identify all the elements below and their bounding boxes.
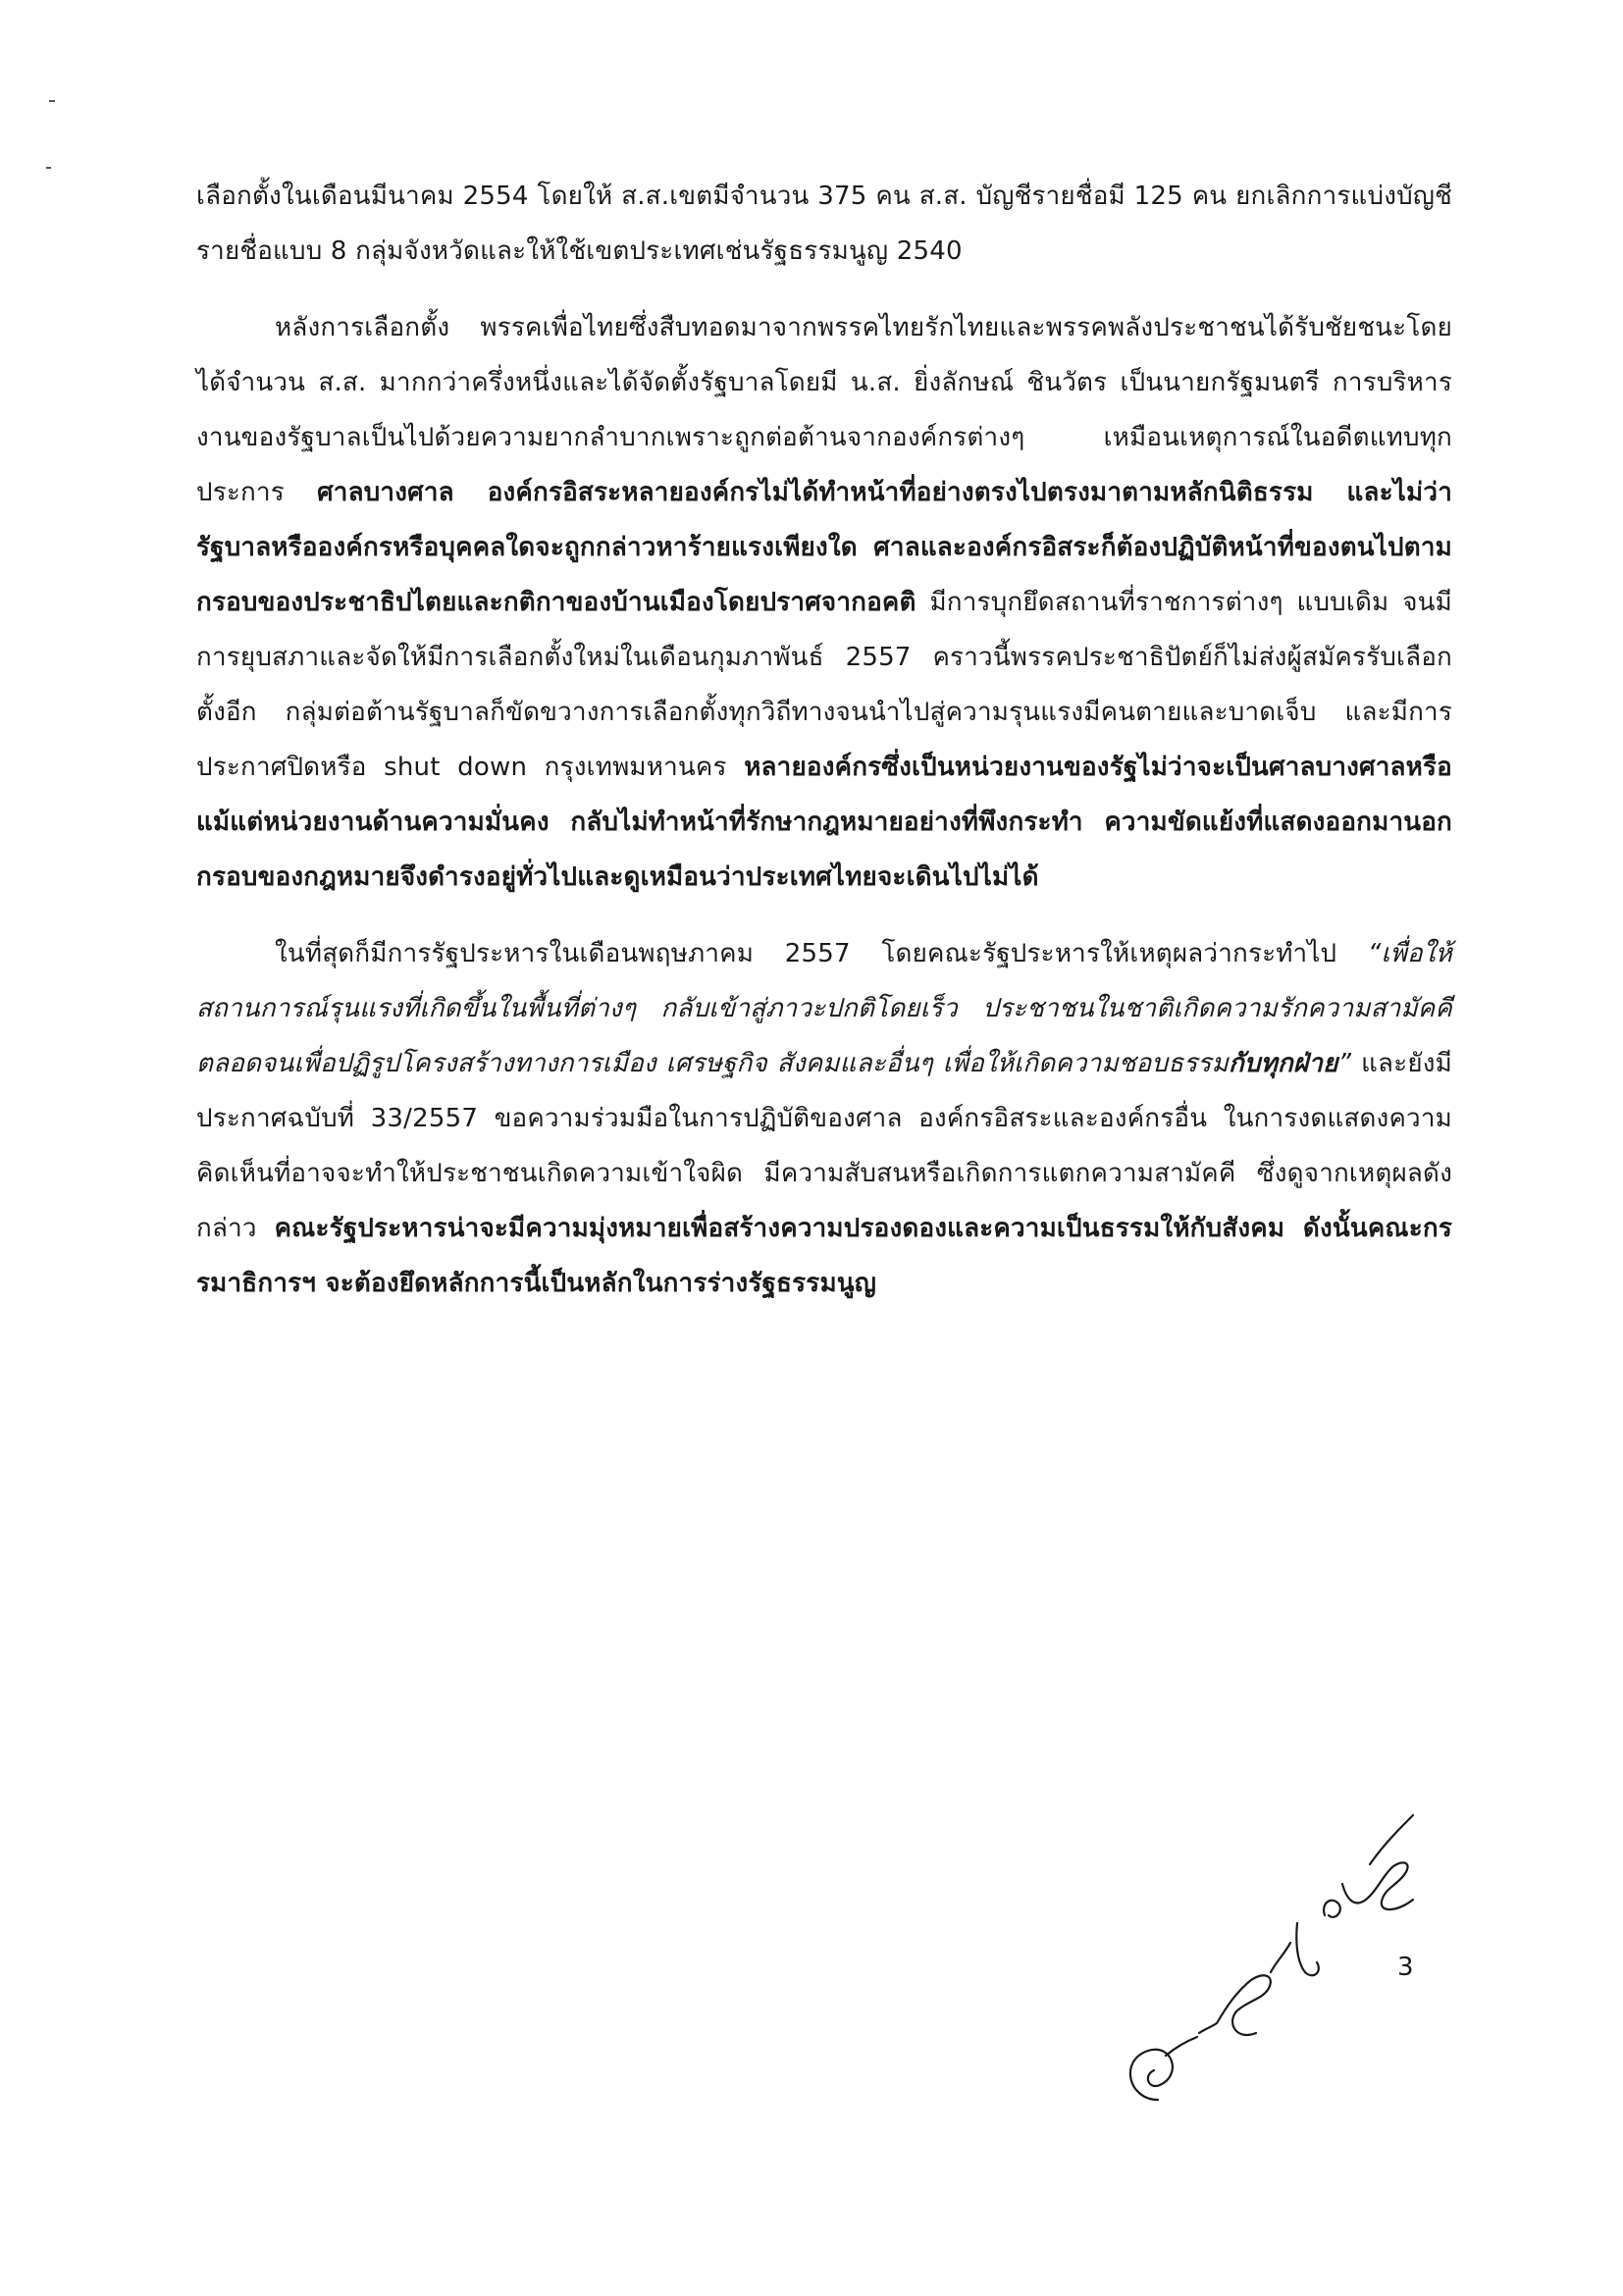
body-text (196, 169, 1452, 1311)
text-run: เลือกตั้งในเดือนมีนาคม 2554 โดยให้ ส.ส.เขตมีจำนวน 375 คน ส.ส. บัญชีรายชื่อมี 125 คน ยกเลิกการแบ่งบัญชีรายชื่อแบบ 8 กลุ่มจังหวัดและให้ใช้เขตประเทศเช่นรัฐธรรมนูญ 2540 (196, 182, 1452, 266)
paragraph-2 (196, 300, 1452, 905)
signature-icon (1089, 1805, 1501, 2129)
text-run: หลังการเลือกตั้ง พรรคเพื่อไทยซึ่งสืบทอดมาจากพรรคไทยรักไทยและพรรคพลังประชาชนได้รับชัยชนะโดยได้จำนวน ส.ส. มากกว่าครึ่งหนึ่งและได้จัดตั้งรัฐบาลโดยมี น.ส. ยิ่งลักษณ์ ชินวัตร เป็นนายกรัฐมนตรี การบริหารงานของรัฐบาลเป็นไปด้วยความยากลำบากเพราะถูกต่อต้านจากองค์กรต่างๆ เหมือนเหตุการณ์ในอดีตแทบทุกประการ (196, 313, 1452, 507)
page-number: 3 (1397, 1953, 1414, 1982)
text-run: ” (1337, 1049, 1352, 1078)
text-run: หลายองค์กรซึ่งเป็นหน่วยงานของรัฐไม่ว่าจะเป็นศาลบางศาลหรือแม้แต่หน่วยงานด้านความมั่นคง กลับไม่ทำหน้าที่รักษากฎหมายอย่างที่พึงกระทำ ความขัดแย้งที่แสดงออกมานอกกรอบของกฎหมายจึงดำรงอยู่ทั่วไปและดูเหมือนว่าประเทศไทยจะเดินไปไม่ได้ (196, 753, 1452, 892)
text-run: ศาลบางศาล องค์กรอิสระหลายองค์กรไม่ได้ทำหน้าที่อย่างตรงไปตรงมาตามหลักนิติธรรม และไม่ว่ารัฐบาลหรือองค์กรหรือบุคคลใดจะถูกกล่าวหาร้ายแรงเพียงใด ศาลและองค์กรอิสระก็ต้องปฏิบัติหน้าที่ของตนไปตามกรอบของประชาธิปไตยและกติกาของบ้านเมืองโดยปราศจากอคติ (196, 478, 1452, 617)
text-run: ในที่สุดก็มีการรัฐประหารในเดือนพฤษภาคม 2557 โดยคณะรัฐประหารให้เหตุผลว่ากระทำไป (275, 939, 1368, 968)
text-run: “เพื่อให้สถานการณ์รุนแรงที่เกิดขึ้นในพื้นที่ต่างๆ กลับเข้าสู่ภาวะปกติโดยเร็ว ประชาชนในชาติเกิดความรักความสามัคคี ตลอดจนเพื่อปฏิรูปโครงสร้างทางการเมือง เศรษฐกิจ สังคมและอื่นๆ เพื่อให้เกิดความชอบธรรม (196, 939, 1452, 1078)
scan-mark (49, 100, 55, 102)
text-run: มีการบุกยึดสถานที่ราชการต่างๆ แบบเดิม จนมีการยุบสภาและจัดให้มีการเลือกตั้งใหม่ในเดือนกุมภาพันธ์ 2557 คราวนี้พรรคประชาธิปัตย์ก็ไม่ส่งผู้สมัครรับเลือกตั้งอีก กลุ่มต่อต้านรัฐบาลก็ขัดขวางการเลือกตั้งทุกวิถีทางจนนำไปสู่ความรุนแรงมีคนตายและบาดเจ็บ และมีการประกาศปิดหรือ shut down กรุงเทพมหานคร (196, 588, 1452, 782)
text-run: คณะรัฐประหารน่าจะมีความมุ่งหมายเพื่อสร้างความปรองดองและความเป็นธรรมให้กับสังคม ดังนั้นคณะกรรมาธิการฯ จะต้องยึดหลักการนี้เป็นหลักในการร่างรัฐธรรมนูญ (196, 1214, 1452, 1298)
scan-mark (46, 167, 51, 169)
text-run: และยังมีประกาศฉบับที่ 33/2557 ขอความร่วมมือในการปฏิบัติของศาล องค์กรอิสระและองค์กรอื่น ในการงดแสดงความคิดเห็นที่อาจจะทำให้ประชาชนเกิดความเข้าใจผิด มีความสับสนหรือเกิดการแตกความสามัคคี ซึ่งดูจากเหตุผลดังกล่าว (196, 1049, 1452, 1243)
text-run: กับทุกฝ่าย (1228, 1049, 1338, 1078)
paragraph-3 (196, 926, 1452, 1311)
paragraph-1 (196, 169, 1452, 279)
